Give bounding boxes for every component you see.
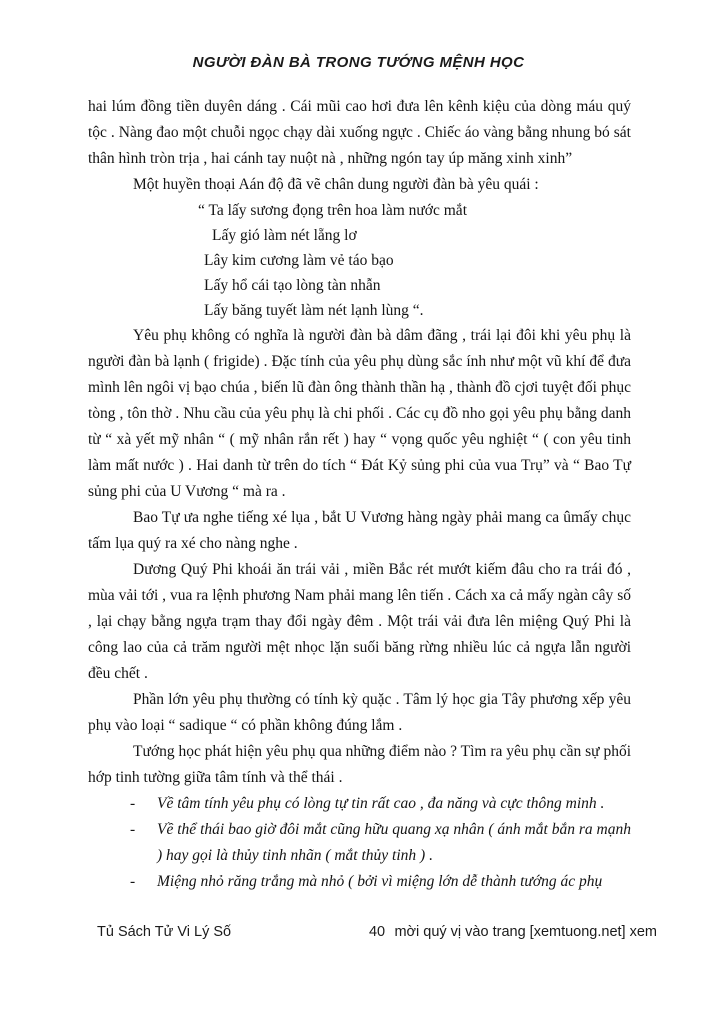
bullet-dash: - [130, 873, 136, 890]
footer-series-title: Tủ Sách Tử Vi Lý Số [97, 924, 232, 940]
poem-line: Lây kim cương làm vẻ táo bạo [204, 252, 394, 269]
bullet-dash: - [130, 821, 136, 838]
poem-line: Lấy băng tuyết làm nét lạnh lùng “. [204, 302, 424, 319]
page-number: 40 [368, 924, 386, 940]
paragraph-tuong-hoc: Tướng học phát hiện yêu phụ qua những điểm nào ? Tìm ra yêu phụ cần sự phối hớp tinh tường giữa tâm tính và thể thái . [88, 743, 631, 786]
bullet-item [88, 869, 631, 895]
poem-quote [198, 198, 631, 323]
bullet-dash: - [130, 795, 136, 812]
footer-site-note: mời quý vị vào trang [xemtuong.net] xem [394, 924, 658, 940]
paragraph-legend-intro: Một huyền thoại Aán độ đã vẽ chân dung người đàn bà yêu quái : [133, 176, 539, 193]
bullet-item [88, 791, 631, 817]
paragraph-intro-continuation: hai lúm đồng tiền duyên dáng . Cái mũi cao hơi đưa lên kênh kiệu của dòng máu quý tộc . Nàng đao một chuỗi ngọc chạy dài xuống ngực . Chiếc áo vàng bằng nhung bó sát thân hình tròn trịa , hai cánh tay nuột nà , những ngón tay úp măng xinh xinh” [88, 98, 631, 167]
page-body-text [88, 94, 631, 895]
paragraph-duong-quy-phi: Dương Quý Phi khoái ăn trái vải , miền Bắc rét mướt kiếm đâu cho ra trái đó , mùa vải tới , vua ra lệnh phương Nam phải mang lên tiến . Cách xa cả mấy ngàn cây số , lại chạy bằng ngựa trạm thay đổi ngày đêm . Một trái vải đưa lên miệng Quý Phi là công lao của cả trăm người mệt nhọc lặn suối băng rừng nhiều lúc cả ngựa lẫn người đều chết . [88, 561, 631, 682]
bullet-text: Về tâm tính yêu phụ có lòng tự tin rất cao , đa năng và cực thông minh . [157, 795, 605, 812]
bullet-text: Về thể thái bao giờ đôi mắt cũng hữu quang xạ nhân ( ánh mắt bắn ra mạnh ) hay gọi là thủy tinh nhãn ( mắt thủy tinh ) . [157, 821, 631, 864]
poem-line: Lấy gió làm nét lẵng lơ [212, 227, 357, 244]
bullet-item [88, 817, 631, 869]
page-title: NGƯỜI ĐÀN BÀ TRONG TƯỚNG MỆNH HỌC [192, 54, 525, 71]
paragraph-phan-lon: Phần lớn yêu phụ thường có tính kỳ quặc . Tâm lý học gia Tây phương xếp yêu phụ vào loại “ sadique “ có phần không đúng lắm . [88, 691, 631, 734]
paragraph-yeu-phu: Yêu phụ không có nghĩa là người đàn bà dâm đãng , trái lại đôi khi yêu phụ là người đàn bà lạnh ( frigide) . Đặc tính của yêu phụ dùng sắc ính như một vũ khí để đưa mình lên ngôi vị bạo chúa , biến lũ đàn ông thành thần hạ , thành đồ cjơi tuyệt đối phục tòng , tôn thờ . Nhu cầu của yêu phụ là chi phối . Các cụ đồ nho gọi yêu phụ bằng danh từ “ xà yết mỹ nhân “ ( mỹ nhân rắn rết ) hay “ vọng quốc yêu nghiệt “ ( con yêu tinh làm mất nước ) . Hai danh từ trên do tích “ Đát Kỷ sủng phi của vua Trụ” và “ Bao Tự sủng phi của U Vương “ mà ra . [88, 327, 631, 500]
page-footer [97, 924, 657, 940]
poem-line: Lấy hổ cái tạo lòng tàn nhẫn [204, 277, 381, 294]
poem-line: “ Ta lấy sương đọng trên hoa làm nước mắt [198, 202, 467, 219]
paragraph-bao-tu: Bao Tự ưa nghe tiếng xé lụa , bắt U Vương hàng ngày phải mang ca ûmấy chục tấm lụa quý ra xé cho nàng nghe . [88, 509, 631, 552]
bullet-text: Miệng nhỏ răng trắng mà nhỏ ( bởi vì miệng lớn dễ thành tướng ác phụ [157, 873, 603, 890]
